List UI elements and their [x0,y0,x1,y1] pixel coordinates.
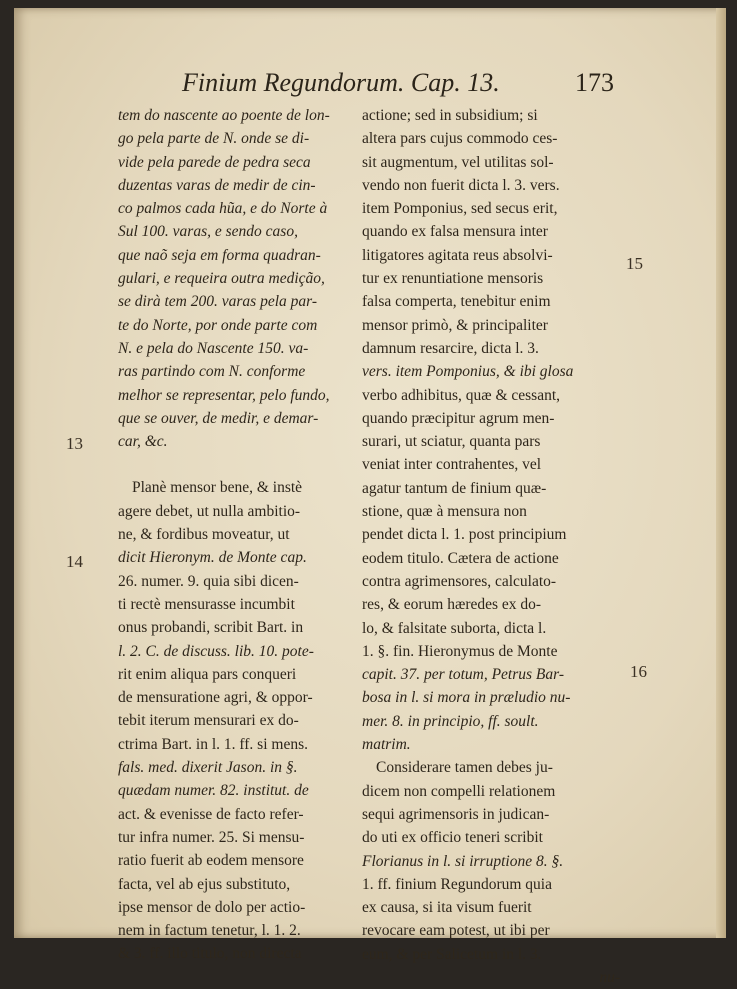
text-line: falsa comperta, tenebitur enim [362,293,551,311]
text-line: fals. med. dixerit Jason. in §. [118,759,298,777]
running-title: Finium Regundorum. Cap. 13. [182,68,500,97]
text-line: litigatores agitata reus absolvi- [362,246,553,264]
text-line: l. 2. C. de discuss. lib. 10. pote- [118,642,314,660]
text-line: sit augmentum, vel utilitas sol- [362,153,554,171]
text-line: que naõ seja em forma quadran- [118,246,321,264]
text-line: vers. item Pomponius, & ibi glosa [362,363,574,381]
text-line: & 3. ff. illo titulo, non directa [118,945,302,963]
text-line: agatur tantum de finium quæ- [362,479,547,497]
text-line: Florianus in l. si irruptione 8. §. [362,852,564,870]
text-line: mer. 8. in principio, ff. soult. [362,712,539,730]
text-line: pendet dicta l. 1. post principium [362,526,567,544]
text-line: go pela parte de N. onde se di- [118,130,310,148]
text-line: 1. §. fin. Hieronymus de Monte [362,642,558,660]
margin-number-14: 14 [66,552,83,571]
text-line: eum, & per Salicetum in l. 3. [362,945,542,963]
text-line: lo, & falsitate suborta, dicta l. [362,619,547,637]
text-line: actione; sed in subsidium; si [362,107,538,124]
text-line: damnum resarcire, dicta l. 3. [362,339,539,357]
text-line: que se ouver, de medir, e demar- [118,409,319,427]
text-line: ras partindo com N. conforme [118,363,306,381]
text-line: vide pela parede de pedra seca [118,153,311,171]
text-line: facta, vel ab ejus substituto, [118,875,291,893]
text-line: rit enim aliqua pars conqueri [118,665,297,683]
text-line: capit. 37. per totum, Petrus Bar- [362,666,565,684]
text-line: matrim. [362,736,411,754]
text-line: Planè mensor bene, & instè [132,479,303,497]
margin-number-16: 16 [630,662,647,681]
text-line: agere debet, ut nulla ambitio- [118,502,301,520]
text-line: veniat inter contrahentes, vel [362,456,542,474]
paragraph-portuguese-deed [118,104,350,453]
text-line: vendo non fuerit dicta l. 3. vers. [362,176,560,194]
paragraph-mensor [118,476,350,965]
text-line: ti rectè mensurasse incumbit [118,595,295,613]
text-line: de mensuratione agri, & oppor- [118,689,313,707]
text-line: surari, ut sciatur, quanta pars [362,433,541,451]
text-line: co palmos cada hũa, e do Norte à [118,200,328,218]
text-line: res, & eorum hæredes ex do- [362,596,542,614]
text-line: quædam numer. 82. institut. de [118,782,309,800]
text-line: dicem non compelli relationem [362,782,556,800]
text-line: Sul 100. varas, e sendo caso, [118,223,298,241]
text-line: bosa in l. si mora in præludio nu- [362,689,571,707]
text-line: duzentas varas de medir de cin- [118,176,316,194]
text-line: Considerare tamen debes ju- [376,759,553,777]
text-line: onus probandi, scribit Bart. in [118,619,304,637]
text-line: N. e pela do Nascente 150. va- [118,339,309,357]
text-line: ex causa, si ita visum fuerit [362,899,532,917]
paragraph-gap [118,453,350,476]
margin-number-13: 13 [66,434,83,453]
text-line: tur ex renuntiatione mensoris [362,270,544,288]
left-column [118,104,350,966]
text-line: revocare eam potest, ut ibi per [362,922,550,940]
text-line: tem do nascente ao poente de lon- [118,107,330,124]
text-line: tebit iterum mensurari ex do- [118,712,299,730]
paragraph-actione [362,104,620,756]
text-line: item Pomponius, sed secus erit, [362,200,558,218]
text-line: tur infra numer. 25. Si mensu- [118,828,305,846]
text-line: dicit Hieronym. de Monte cap. [118,549,307,567]
text-line: ipse mensor de dolo per actio- [118,898,306,916]
text-line: 26. numer. 9. quia sibi dicen- [118,572,299,590]
text-line: stione, quæ à mensura non [362,503,527,521]
text-line: sequi agrimensoris in judican- [362,805,550,823]
text-line: te do Norte, por onde parte com [118,316,318,334]
page-edge [716,8,726,938]
text-line: ctrima Bart. in l. 1. ff. si mens. [118,735,308,753]
text-line: mensor primò, & principaliter [362,316,548,334]
paragraph-considerare [362,756,620,966]
catchword: nu- [599,968,620,986]
page-number: 173 [575,68,614,97]
text-line: melhor se representar, pelo fundo, [118,386,330,404]
text-line: gulari, e requeira outra medição, [118,270,325,288]
text-line: eodem titulo. Cætera de actione [362,549,559,567]
text-line: altera pars cujus commodo ces- [362,130,558,148]
text-line: verbo adhibitus, quæ & cessant, [362,386,561,404]
text-line: nem in factum tenetur, l. 1. 2. [118,922,301,940]
text-line: quando præcipitur agrum men- [362,409,555,427]
right-column [362,104,620,989]
text-line: car, &c. [118,433,168,451]
text-line: do uti ex officio teneri scribit [362,829,543,847]
text-line: quando ex falsa mensura inter [362,223,548,241]
text-line: se dirà tem 200. varas pela par- [118,293,318,311]
text-line: ratio fuerit ab eodem mensore [118,852,304,870]
text-line: contra agrimensores, calculato- [362,572,557,590]
text-line: ne, & fordibus moveatur, ut [118,526,290,544]
text-line: 1. ff. finium Regundorum quia [362,875,552,893]
margin-number-15: 15 [626,254,643,273]
text-line: act. & evenisse de facto refer- [118,805,304,823]
